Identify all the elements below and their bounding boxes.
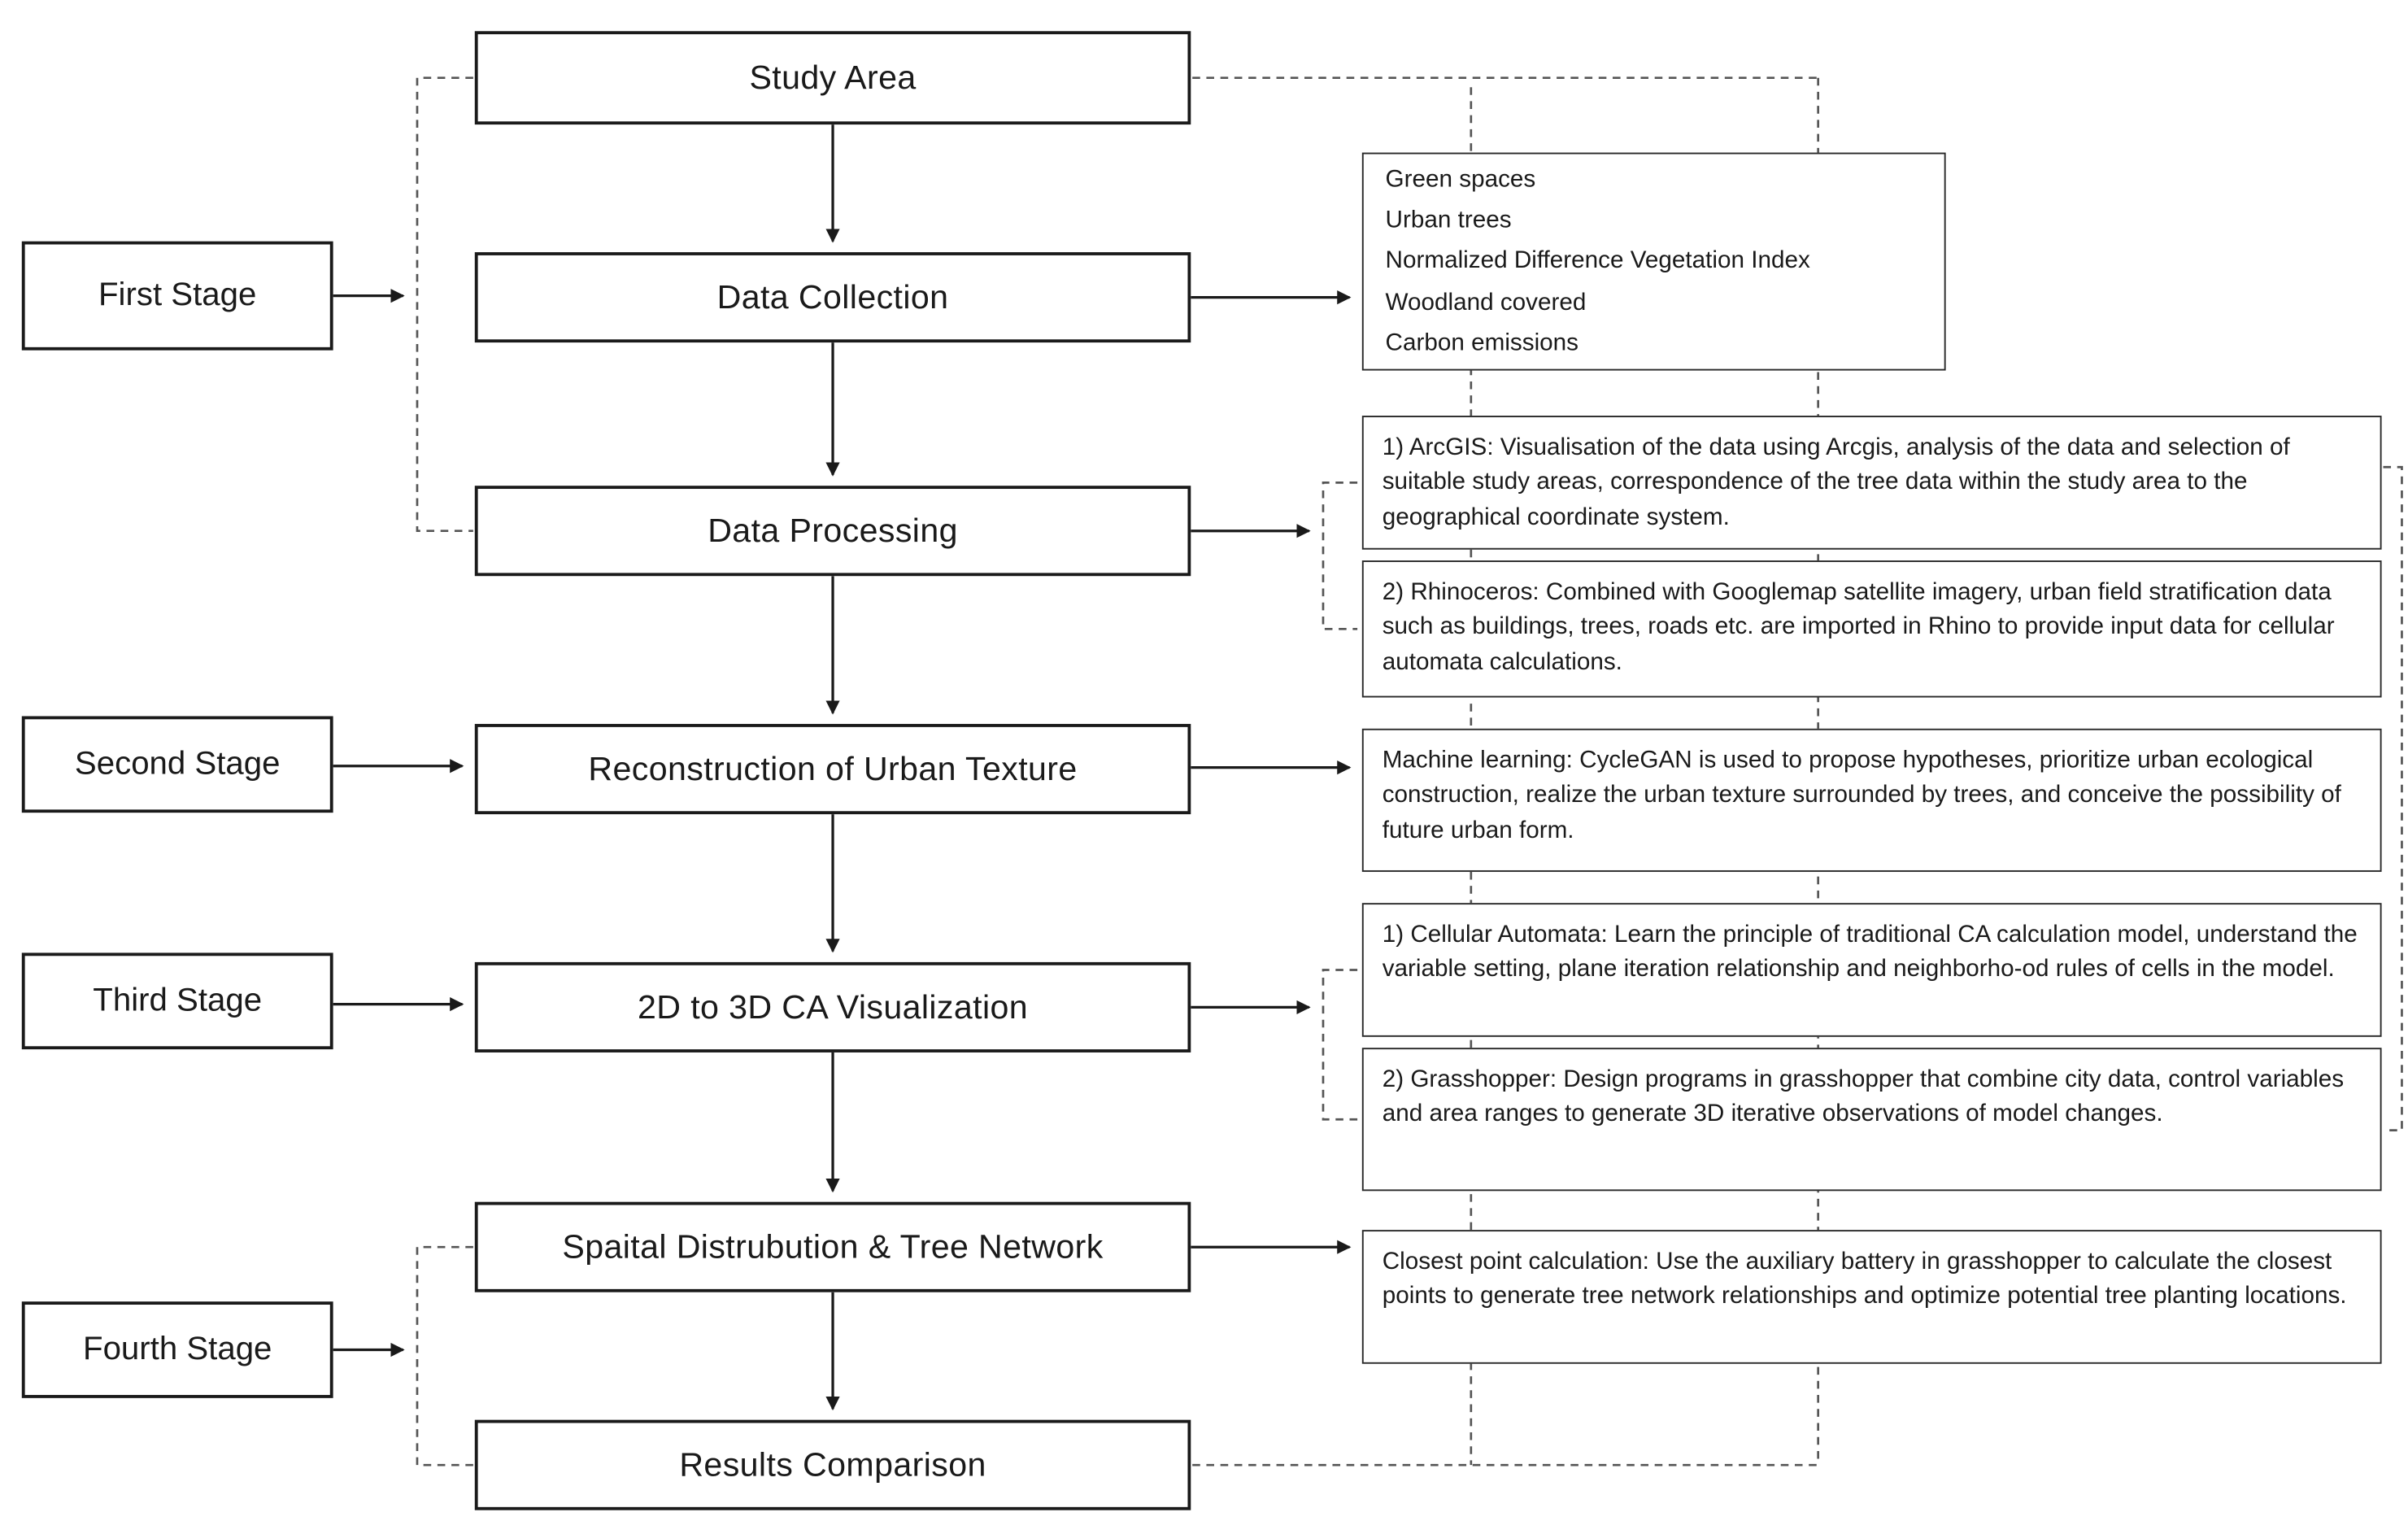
- flow-label-study-area: Study Area: [749, 58, 917, 96]
- bracket-processing-split: [1323, 482, 1357, 629]
- data-item-ndvi: Normalized Difference Vegetation Index: [1385, 248, 1810, 275]
- flow-label-ca-visualization: 2D to 3D CA Visualization: [638, 987, 1029, 1026]
- stage-box-first: [22, 242, 333, 351]
- detail-text-rhinoceros: 2) Rhinoceros: Combined with Googlemap satellite imagery, urban field stratification data such as buildings, trees, roads etc. are imported in Rhino to provide input data for cellular automata calculations.: [1382, 579, 2335, 676]
- stage-label-first: First Stage: [98, 277, 257, 313]
- detail-box-grasshopper: [1362, 1048, 2382, 1191]
- flow-box-reconstruction: [475, 724, 1191, 814]
- detail-text-grasshopper: 2) Grasshopper: Design programs in grasshopper that combine city data, control variables and area ranges to generate 3D iterative observations of model changes.: [1382, 1066, 2345, 1128]
- bracket-fourth-stage: [417, 1247, 473, 1465]
- stage-box-third: [22, 952, 333, 1049]
- detail-box-closest-point: [1362, 1230, 2382, 1364]
- data-item-woodland: Woodland covered: [1385, 289, 1587, 316]
- bracket-far-right: [2383, 467, 2401, 1130]
- flow-label-results-comparison: Results Comparison: [679, 1445, 986, 1484]
- flow-box-data-processing: [475, 486, 1191, 576]
- detail-box-machine-learning: [1362, 729, 2382, 872]
- detail-box-arcgis: [1362, 416, 2382, 550]
- detail-text-machine-learning: Machine learning: CycleGAN is used to propose hypotheses, prioritize urban ecological construction, realize the urban texture surrounded by trees, and conceive the possibility of future urban form.: [1382, 747, 2341, 844]
- flow-box-results-comparison: [475, 1420, 1191, 1510]
- flow-box-spatial-network: [475, 1202, 1191, 1292]
- data-item-carbon: Carbon emissions: [1385, 329, 1579, 357]
- flow-box-ca-visualization: [475, 962, 1191, 1052]
- stage-box-fourth: [22, 1301, 333, 1398]
- detail-box-cellular-automata: [1362, 903, 2382, 1037]
- detail-text-cellular-automata: 1) Cellular Automata: Learn the principle of traditional CA calculation model, understand the variable setting, plane iteration relationship and neighborho-od rules of cells in the model.: [1382, 922, 2358, 983]
- data-item-green-spaces: Green spaces: [1385, 166, 1536, 194]
- flow-label-spatial-network: Spaital Distrubution & Tree Network: [562, 1227, 1104, 1266]
- data-item-urban-trees: Urban trees: [1385, 207, 1512, 234]
- flow-box-data-collection: [475, 252, 1191, 342]
- flow-label-reconstruction: Reconstruction of Urban Texture: [588, 749, 1078, 787]
- detail-text-arcgis: 1) ArcGIS: Visualisation of the data using Arcgis, analysis of the data and selection of suitable study areas, correspondence of the tree data within the study area to the geographical coordinate system.: [1382, 434, 2290, 531]
- detail-text-closest-point: Closest point calculation: Use the auxiliary battery in grasshopper to calculate the closest points to generate tree network relationships and optimize potential tree planting locations.: [1382, 1249, 2347, 1310]
- bracket-first-stage: [417, 78, 473, 531]
- detail-box-rhinoceros: [1362, 560, 2382, 697]
- flow-box-study-area: [475, 31, 1191, 124]
- stage-label-second: Second Stage: [74, 745, 281, 782]
- flow-label-data-collection: Data Collection: [716, 277, 949, 316]
- detail-box-data-items: [1362, 153, 1946, 371]
- bracket-ca-split: [1323, 970, 1357, 1119]
- stage-label-third: Third Stage: [93, 982, 263, 1018]
- flow-label-data-processing: Data Processing: [708, 511, 958, 549]
- stage-label-fourth: Fourth Stage: [83, 1331, 272, 1367]
- stage-box-second: [22, 716, 333, 813]
